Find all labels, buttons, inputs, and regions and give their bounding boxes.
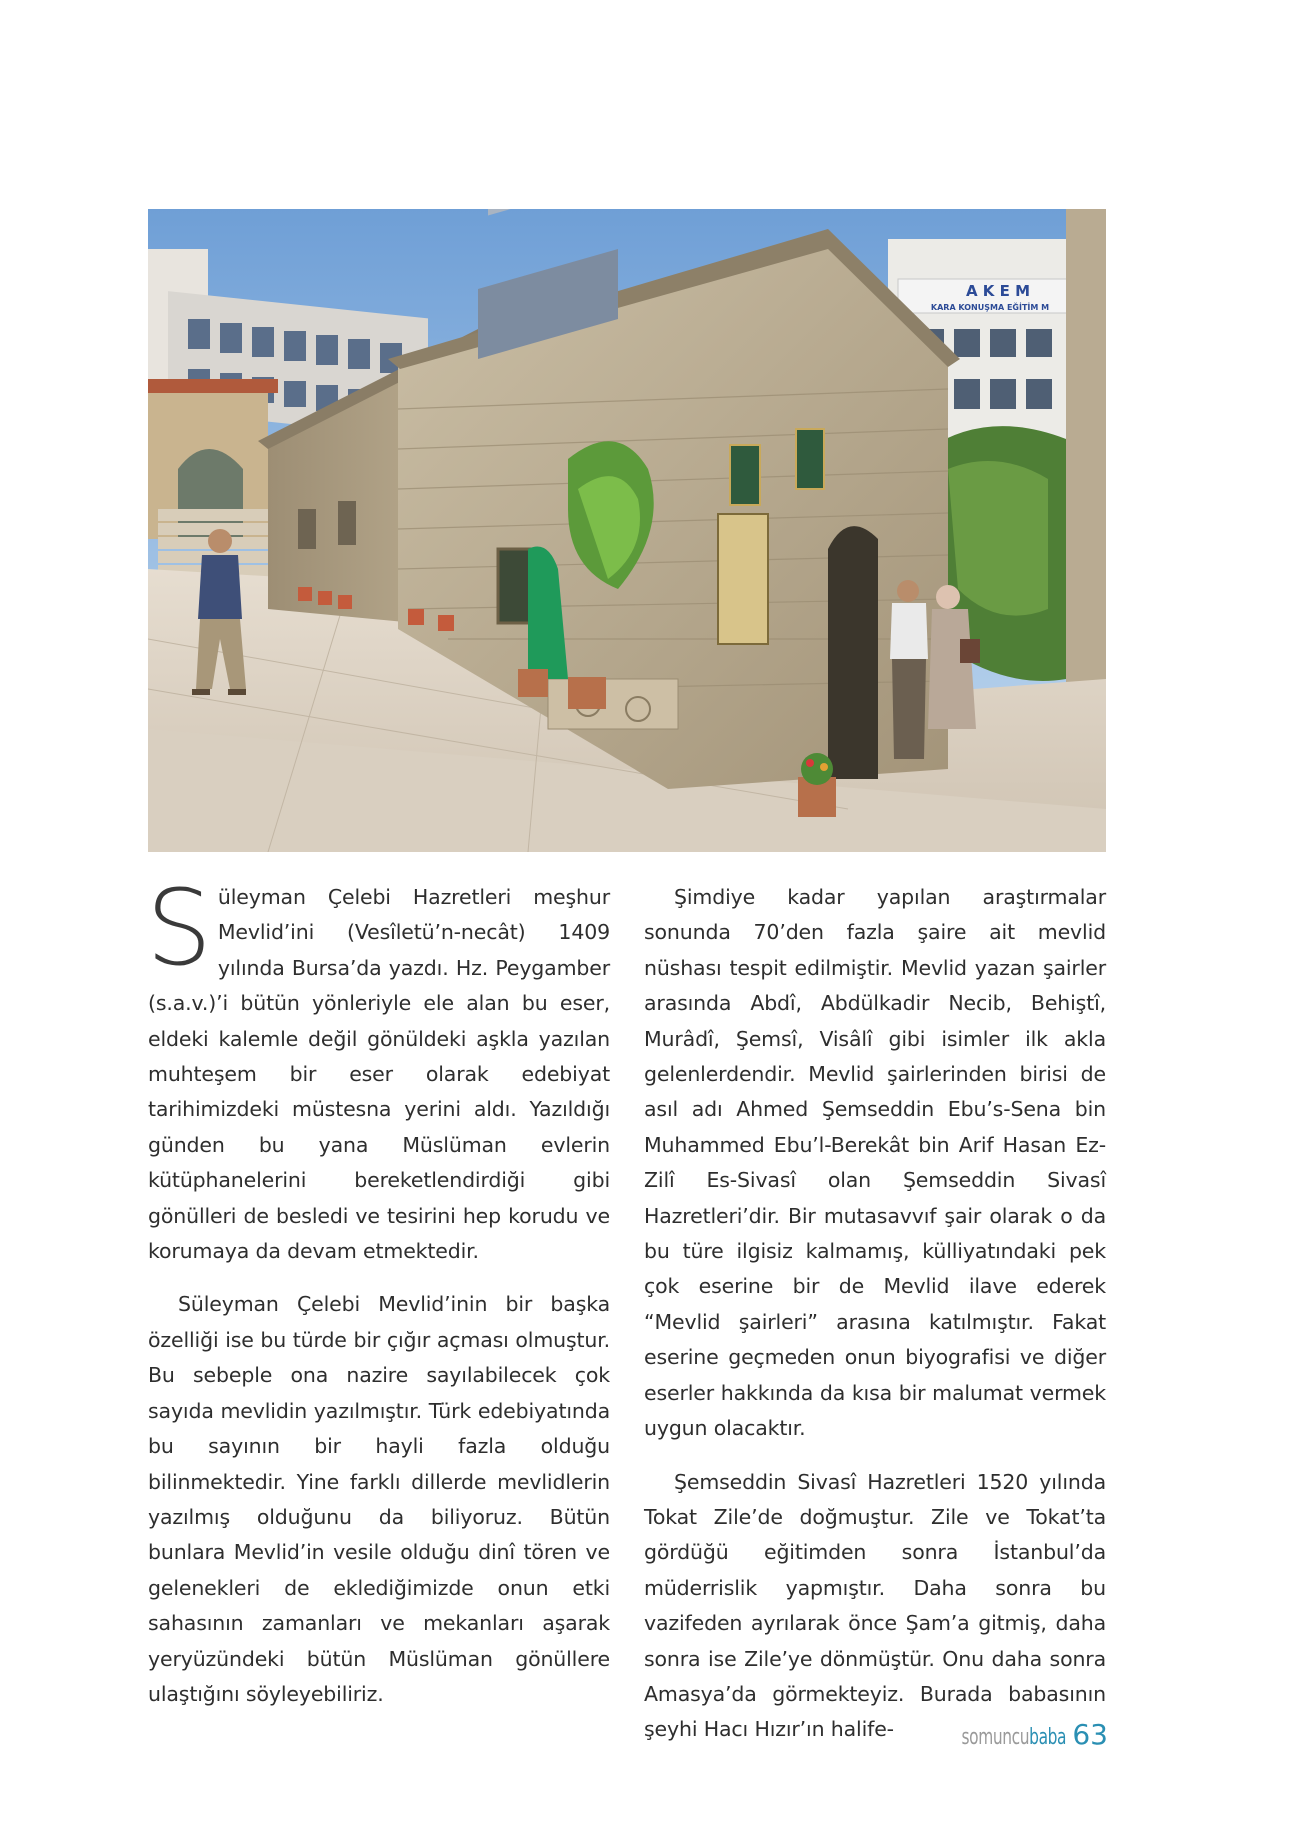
article-photo <box>148 209 1106 852</box>
paragraph-intro-text: üleyman Çelebi Hazretleri meşhur Mevlid’ini (Vesîletü’n-necât) 1409 yılında Bursa’da yazdı. Hz. Peygamber (s.a.v.)’i bütün yönleriyle ele alan bu eser, eldeki kalemle değil gönüldeki aşkla yazılan muhteşem bir eser olarak edebiyat tarihimizdeki müstesna yerini aldı. Yazıldığı günden bu yana Müslüman evlerin kütüphanelerini bereketlendirdiği gibi gönülleri de besledi ve tesirini hep korudu ve korumaya da devam etmektedir. <box>148 885 610 1264</box>
magazine-brand <box>962 1725 1067 1750</box>
article-left-column <box>146 867 610 1730</box>
page-footer <box>958 1718 1108 1758</box>
paragraph: Şemseddin Sivasî Hazretleri 1520 yılında Tokat Zile’de doğmuştur. Zile ve Tokat’ta gördüğü eğitimden sonra İstanbul’da müderrislik yapmıştır. Daha sonra bu vazifeden ayrılarak önce Şam’a gitmiş, daha sonra ise Zile’ye dönmüştür. Onu daha sonra Amasya’da görmekteyiz. Burada babasının şeyhi Hacı Hızır’ın halife- <box>644 1469 1106 1742</box>
brand-part-somuncu: somuncu <box>961 1725 1030 1750</box>
paragraph: Şimdiye kadar yapılan araştırmalar sonunda 70’den fazla şaire ait mevlid nüshası tespit edilmiştir. Mevlid yazan şairler arasında Abdî, Abdülkadir Necib, Behiştî, Murâdî, Şemsî, Visâlî gibi isimler ilk akla gelenlerdendir. Mevlid şairlerinden birisi de asıl adı Ahmed Şemseddin Ebu’s-Sena bin Muhammed Ebu’l-Berekât bin Arif Hasan Ez-Zilî Es-Sivasî olan Şemseddin Sivasî Hazretleri’dir. Bir mutasavvıf şair olarak o da bu türe ilgisiz kalmamış, külliyatındaki pek çok eserine bir de Mevlid ilave ederek “Mevlid şairleri” arasına katılmıştır. Fakat eserine geçmeden onun biyografisi ve diğer eserler hakkında da kısa bir malumat vermek uygun olacaktır. <box>644 885 1106 1441</box>
paragraph-intro <box>146 867 610 1269</box>
drop-cap: S <box>146 867 212 989</box>
article-right-column <box>644 880 1106 1766</box>
sign-subtitle: KARA KONUŞMA EĞİTİM M <box>930 303 1050 312</box>
paragraph: Süleyman Çelebi Mevlid’inin bir başka özelliği ise bu türde bir çığır açması olmuştur. Bu sebeple ona nazire sayılabilecek çok sayıda mevlidin yazılmıştır. Türk edebiyatında bu sayının bir hayli fazla olduğu bilinmektedir. Yine farklı dillerde mevlidlerin yazılmış olduğunu da biliyoruz. Bütün bunlara Mevlid’in vesile olduğu dinî tören ve gelenekleri de eklediğimizde onun etki sahasının zamanları ve mekanları aşarak yeryüzündeki bütün Müslüman gönüllere ulaştığını söyleyebiliriz. <box>148 1292 610 1706</box>
page-number: 63 <box>1072 1718 1108 1751</box>
brand-part-baba: baba <box>1029 1725 1067 1750</box>
sign-akem: A K E M <box>965 282 1031 300</box>
